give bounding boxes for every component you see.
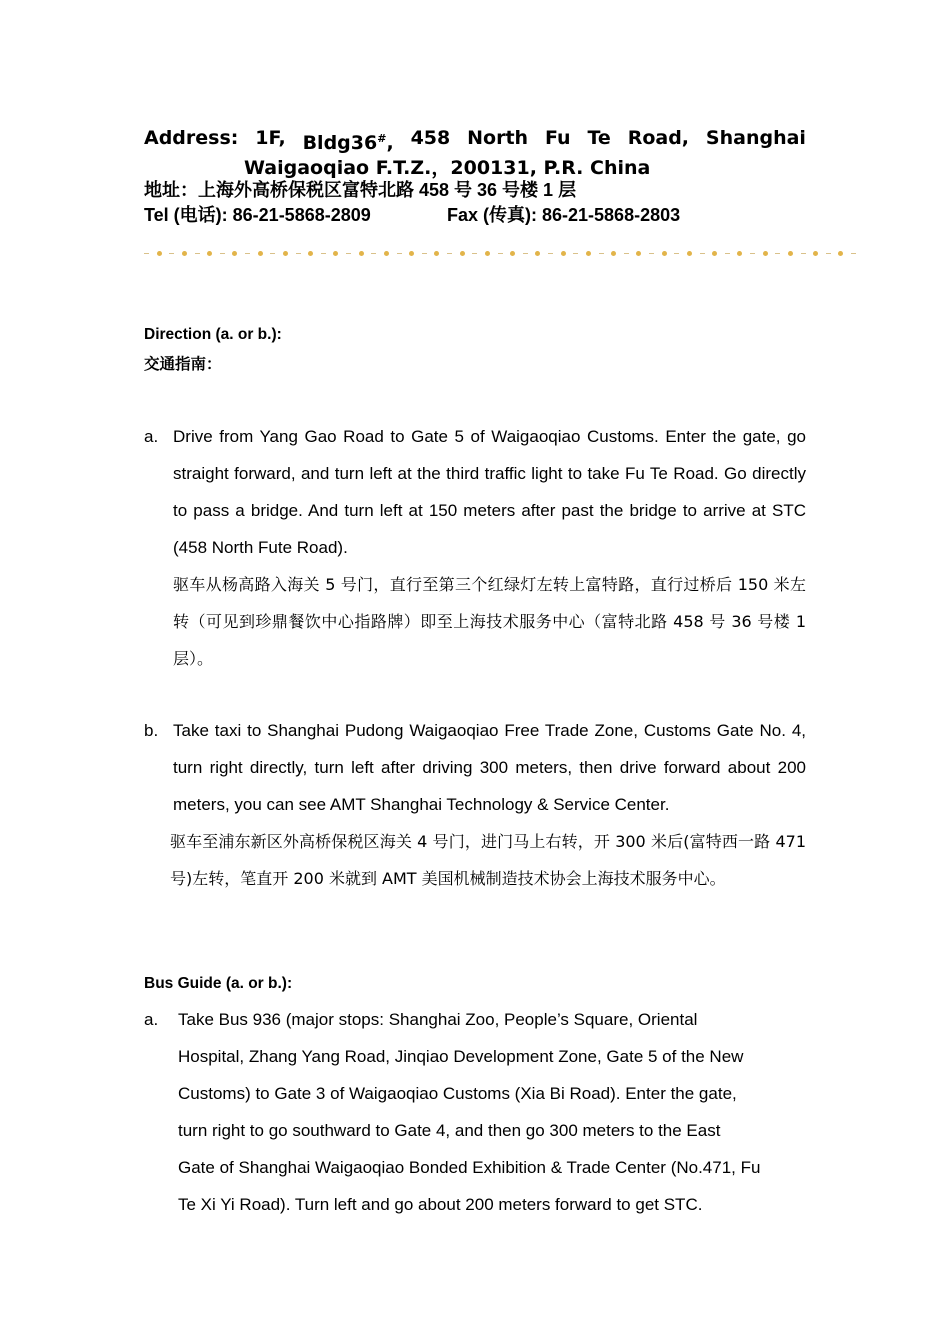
address-word-bldg [303, 126, 394, 156]
divider-dot [788, 251, 793, 256]
address-cn: 地址：上海外高桥保税区富特北路 458 号 36 号楼 1 层 [144, 180, 577, 200]
divider-dash [296, 253, 301, 254]
divider-dash [801, 253, 806, 254]
divider-dot [510, 251, 515, 256]
bus-item-a [144, 1010, 806, 1240]
tel-number: Tel (电话): 86-21-5868-2809 [144, 205, 371, 225]
divider-dash [144, 253, 149, 254]
divider-dash [220, 253, 225, 254]
divider-dot [838, 251, 843, 256]
list-marker: a. [144, 1010, 159, 1029]
dotted-divider [144, 250, 856, 256]
address-en-line1 [144, 126, 806, 156]
divider-dot [232, 251, 237, 256]
divider-dot [763, 251, 768, 256]
address-word: Fu [544, 127, 571, 149]
divider-dash [422, 253, 427, 254]
divider-dash [851, 253, 856, 254]
divider-dot [611, 251, 616, 256]
divider-dash [750, 253, 755, 254]
divider-dash [573, 253, 578, 254]
divider-dot [813, 251, 818, 256]
divider-dash [725, 253, 730, 254]
divider-dot [561, 251, 566, 256]
divider-dot [460, 251, 465, 256]
bus-a-line: Gate of Shanghai Waigaoqiao Bonded Exhibition & Trade Center (No.471, Fu [178, 1158, 761, 1177]
list-marker: b. [144, 721, 159, 740]
divider-dash [700, 253, 705, 254]
bus-guide-heading: Bus Guide (a. or b.): [144, 975, 293, 992]
fax-number: Fax (传真): 86-21-5868-2803 [447, 205, 681, 225]
bus-a-line: turn right to go southward to Gate 4, and then go 300 meters to the East [178, 1121, 721, 1140]
divider-dash [826, 253, 831, 254]
divider-dot [485, 251, 490, 256]
divider-dot [662, 251, 667, 256]
divider-dot [182, 251, 187, 256]
divider-dot [258, 251, 263, 256]
divider-dash [447, 253, 452, 254]
divider-dash [472, 253, 477, 254]
divider-dot [384, 251, 389, 256]
divider-dot [586, 251, 591, 256]
direction-a-en: Drive from Yang Gao Road to Gate 5 of Waigaoqiao Customs. Enter the gate, go straight forward, and turn left at the third traffic light to take Fu Te Road. Go directly to pass a bridge. And turn left at 150 meters after past the bridge to arrive at STC (458 North Fute Road). [173, 427, 806, 557]
divider-dot [687, 251, 692, 256]
divider-dash [649, 253, 654, 254]
divider-dash [674, 253, 679, 254]
address-word: Te [587, 127, 611, 149]
divider-dash [169, 253, 174, 254]
contact-line [144, 201, 681, 227]
address-en-line2: Waigaoqiao F.T.Z.，200131, P.R. China [244, 157, 651, 179]
divider-dash [523, 253, 528, 254]
direction-item-a [144, 427, 806, 687]
divider-dash [548, 253, 553, 254]
list-marker: a. [144, 427, 159, 446]
direction-heading-en: Direction (a. or b.): [144, 326, 282, 343]
direction-b-en: Take taxi to Shanghai Pudong Waigaoqiao Free Trade Zone, Customs Gate No. 4, turn right directly, turn left after driving 300 meters, then drive forward about 200 meters, you can see AMT Shanghai Technology & Service Center. [173, 721, 806, 814]
divider-dot [712, 251, 717, 256]
direction-a-cn: 驱车从杨高路入海关 5 号门，直行至第三个红绿灯左转上富特路，直行过桥后 150 米左转（可见到珍鼎餐饮中心指路牌）即至上海技术服务中心（富特北路 458 号 36 号楼 1 层）。 [173, 575, 806, 668]
address-word: 458 [410, 127, 451, 149]
divider-dot [535, 251, 540, 256]
divider-dash [371, 253, 376, 254]
divider-dash [346, 253, 351, 254]
address-word: Road, [627, 127, 690, 149]
divider-dot [308, 251, 313, 256]
address-bldg-text: Bldg36 [302, 132, 378, 154]
address-comma: , [386, 132, 394, 154]
divider-dot [157, 251, 162, 256]
divider-dash [775, 253, 780, 254]
address-word: 1F, [255, 127, 286, 149]
direction-heading-cn: 交通指南： [144, 356, 222, 373]
direction-b-cn: 驱车至浦东新区外高桥保税区海关 4 号门，进门马上右转，开 300 米后(富特西一路 471 号)左转，笔直开 200 米就到 AMT 美国机械制造技术协会上海技术服务中心。 [170, 832, 806, 888]
divider-dot [207, 251, 212, 256]
divider-dot [409, 251, 414, 256]
address-word: North [467, 127, 529, 149]
bus-a-line: Take Bus 936 (major stops: Shanghai Zoo, People’s Square, Oriental [178, 1010, 698, 1029]
divider-dot [737, 251, 742, 256]
divider-dot [359, 251, 364, 256]
address-word: Shanghai [705, 127, 806, 149]
bus-a-line: Hospital, Zhang Yang Road, Jinqiao Development Zone, Gate 5 of the New [178, 1047, 744, 1066]
direction-item-b [144, 721, 806, 941]
divider-dash [498, 253, 503, 254]
bus-a-text [178, 1001, 818, 1223]
address-en [144, 126, 806, 181]
bus-a-line: Te Xi Yi Road). Turn left and go about 200 meters forward to get STC. [178, 1195, 703, 1214]
bus-a-line: Customs) to Gate 3 of Waigaoqiao Customs (Xia Bi Road). Enter the gate, [178, 1084, 737, 1103]
divider-dot [333, 251, 338, 256]
divider-dash [599, 253, 604, 254]
divider-dash [397, 253, 402, 254]
address-sup: # [377, 132, 387, 145]
divider-dash [245, 253, 250, 254]
divider-dash [195, 253, 200, 254]
divider-dot [636, 251, 641, 256]
divider-dot [283, 251, 288, 256]
address-label: Address: [144, 127, 239, 149]
divider-dash [624, 253, 629, 254]
divider-dash [270, 253, 275, 254]
divider-dot [434, 251, 439, 256]
divider-dash [321, 253, 326, 254]
